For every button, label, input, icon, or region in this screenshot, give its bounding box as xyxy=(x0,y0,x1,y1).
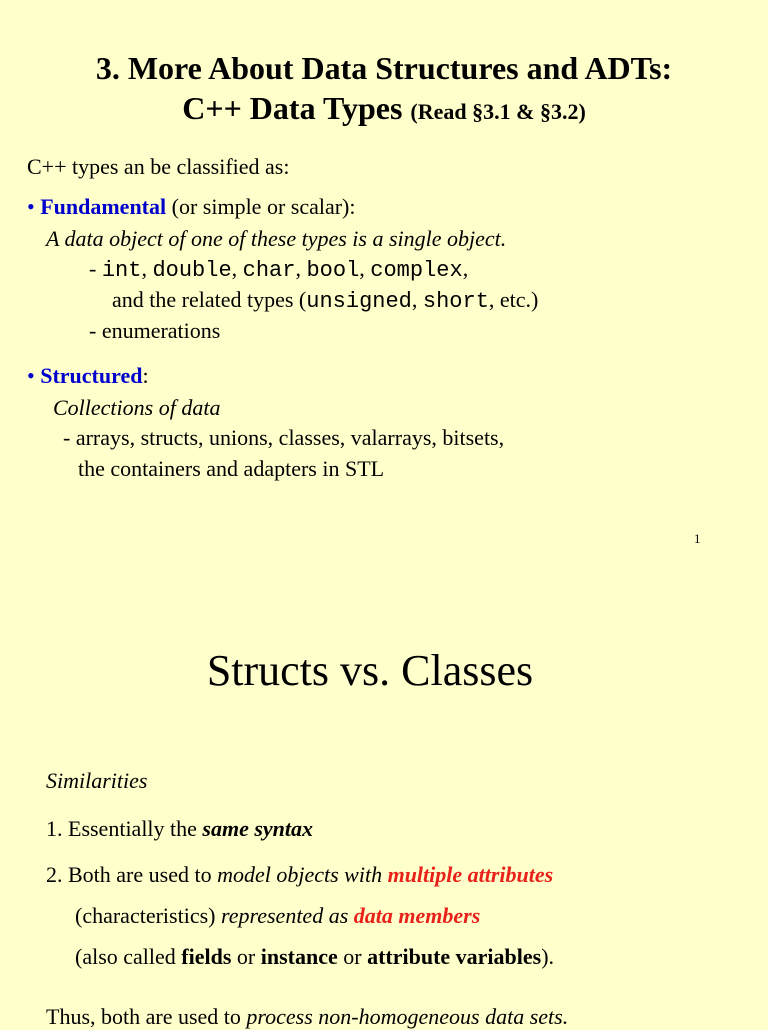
type-complex: complex xyxy=(370,258,463,283)
related-prefix: and the related types ( xyxy=(112,287,307,312)
item1-em: same syntax xyxy=(202,816,314,841)
fundamental-paren: (or simple or scalar): xyxy=(166,194,356,219)
term-attribute-variables: attribute variables xyxy=(367,944,542,969)
item-2-line3 xyxy=(75,944,554,970)
type-char: char xyxy=(242,258,296,283)
slide1-title-ref: (Read §3.1 & §3.2) xyxy=(410,99,586,124)
line3-red: data members xyxy=(353,903,481,928)
type-short: short xyxy=(422,289,489,314)
term-fields: fields xyxy=(181,944,232,969)
structured-line2: the containers and adapters in STL xyxy=(78,456,385,481)
sep: , xyxy=(295,256,307,281)
dash: - xyxy=(89,256,102,281)
structured-colon: : xyxy=(142,363,149,388)
item-2 xyxy=(46,862,553,888)
thus-line xyxy=(46,1004,568,1030)
type-bool: bool xyxy=(306,258,360,283)
or: or xyxy=(231,944,261,969)
line3-it: represented as xyxy=(220,903,354,928)
line4-suffix: ). xyxy=(541,944,555,969)
bullet-icon: • xyxy=(27,363,35,388)
item2-it: model objects with xyxy=(217,862,388,887)
or: or xyxy=(337,944,368,969)
slide1-title-line1: 3. More About Data Structures and ADTs: xyxy=(95,50,673,86)
item-2-line2 xyxy=(75,903,480,929)
fundamental-types-line xyxy=(89,256,468,283)
structured-line1-text: arrays, structs, unions, classes, valarrays, bitsets, xyxy=(70,425,505,450)
slide1-title-line2 xyxy=(0,90,768,127)
item2-red: multiple attributes xyxy=(387,862,554,887)
bullet-structured xyxy=(27,363,149,389)
similarities-heading: Similarities xyxy=(46,768,148,793)
line5-prefix: Thus, both are used to xyxy=(46,1004,247,1029)
line4-prefix: (also called xyxy=(75,944,182,969)
enumerations-line: - enumerations xyxy=(89,318,221,343)
fundamental-desc: A data object of one of these types is a single object. xyxy=(46,226,507,251)
type-int: int xyxy=(101,258,142,283)
item-1 xyxy=(46,816,313,842)
sep: , xyxy=(359,256,371,281)
slide2-title: Structs vs. Classes xyxy=(206,646,534,695)
type-unsigned: unsigned xyxy=(306,289,412,314)
sep: , xyxy=(141,256,153,281)
intro-text: C++ types an be classified as: xyxy=(27,154,290,179)
page-number: 1 xyxy=(694,531,701,546)
structured-desc: Collections of data xyxy=(53,395,221,420)
fundamental-term: Fundamental xyxy=(40,194,167,219)
structured-line1 xyxy=(63,425,504,451)
dash: - xyxy=(63,425,71,450)
bullet-icon: • xyxy=(27,194,35,219)
related-suffix: , etc.) xyxy=(488,287,539,312)
slide1-title-main: C++ Data Types xyxy=(182,90,403,126)
sep: , xyxy=(411,287,423,312)
sep: , xyxy=(231,256,243,281)
term-instance: instance xyxy=(260,944,338,969)
item2-prefix: 2. Both are used to xyxy=(46,862,218,887)
structured-term: Structured xyxy=(40,363,143,388)
trail: , xyxy=(462,256,469,281)
item1-prefix: 1. Essentially the xyxy=(46,816,203,841)
bullet-fundamental xyxy=(27,194,356,220)
line3-prefix: (characteristics) xyxy=(75,903,221,928)
type-double: double xyxy=(152,258,232,283)
related-types-line xyxy=(112,287,538,314)
line5-it: process non-homogeneous data sets. xyxy=(246,1004,569,1029)
